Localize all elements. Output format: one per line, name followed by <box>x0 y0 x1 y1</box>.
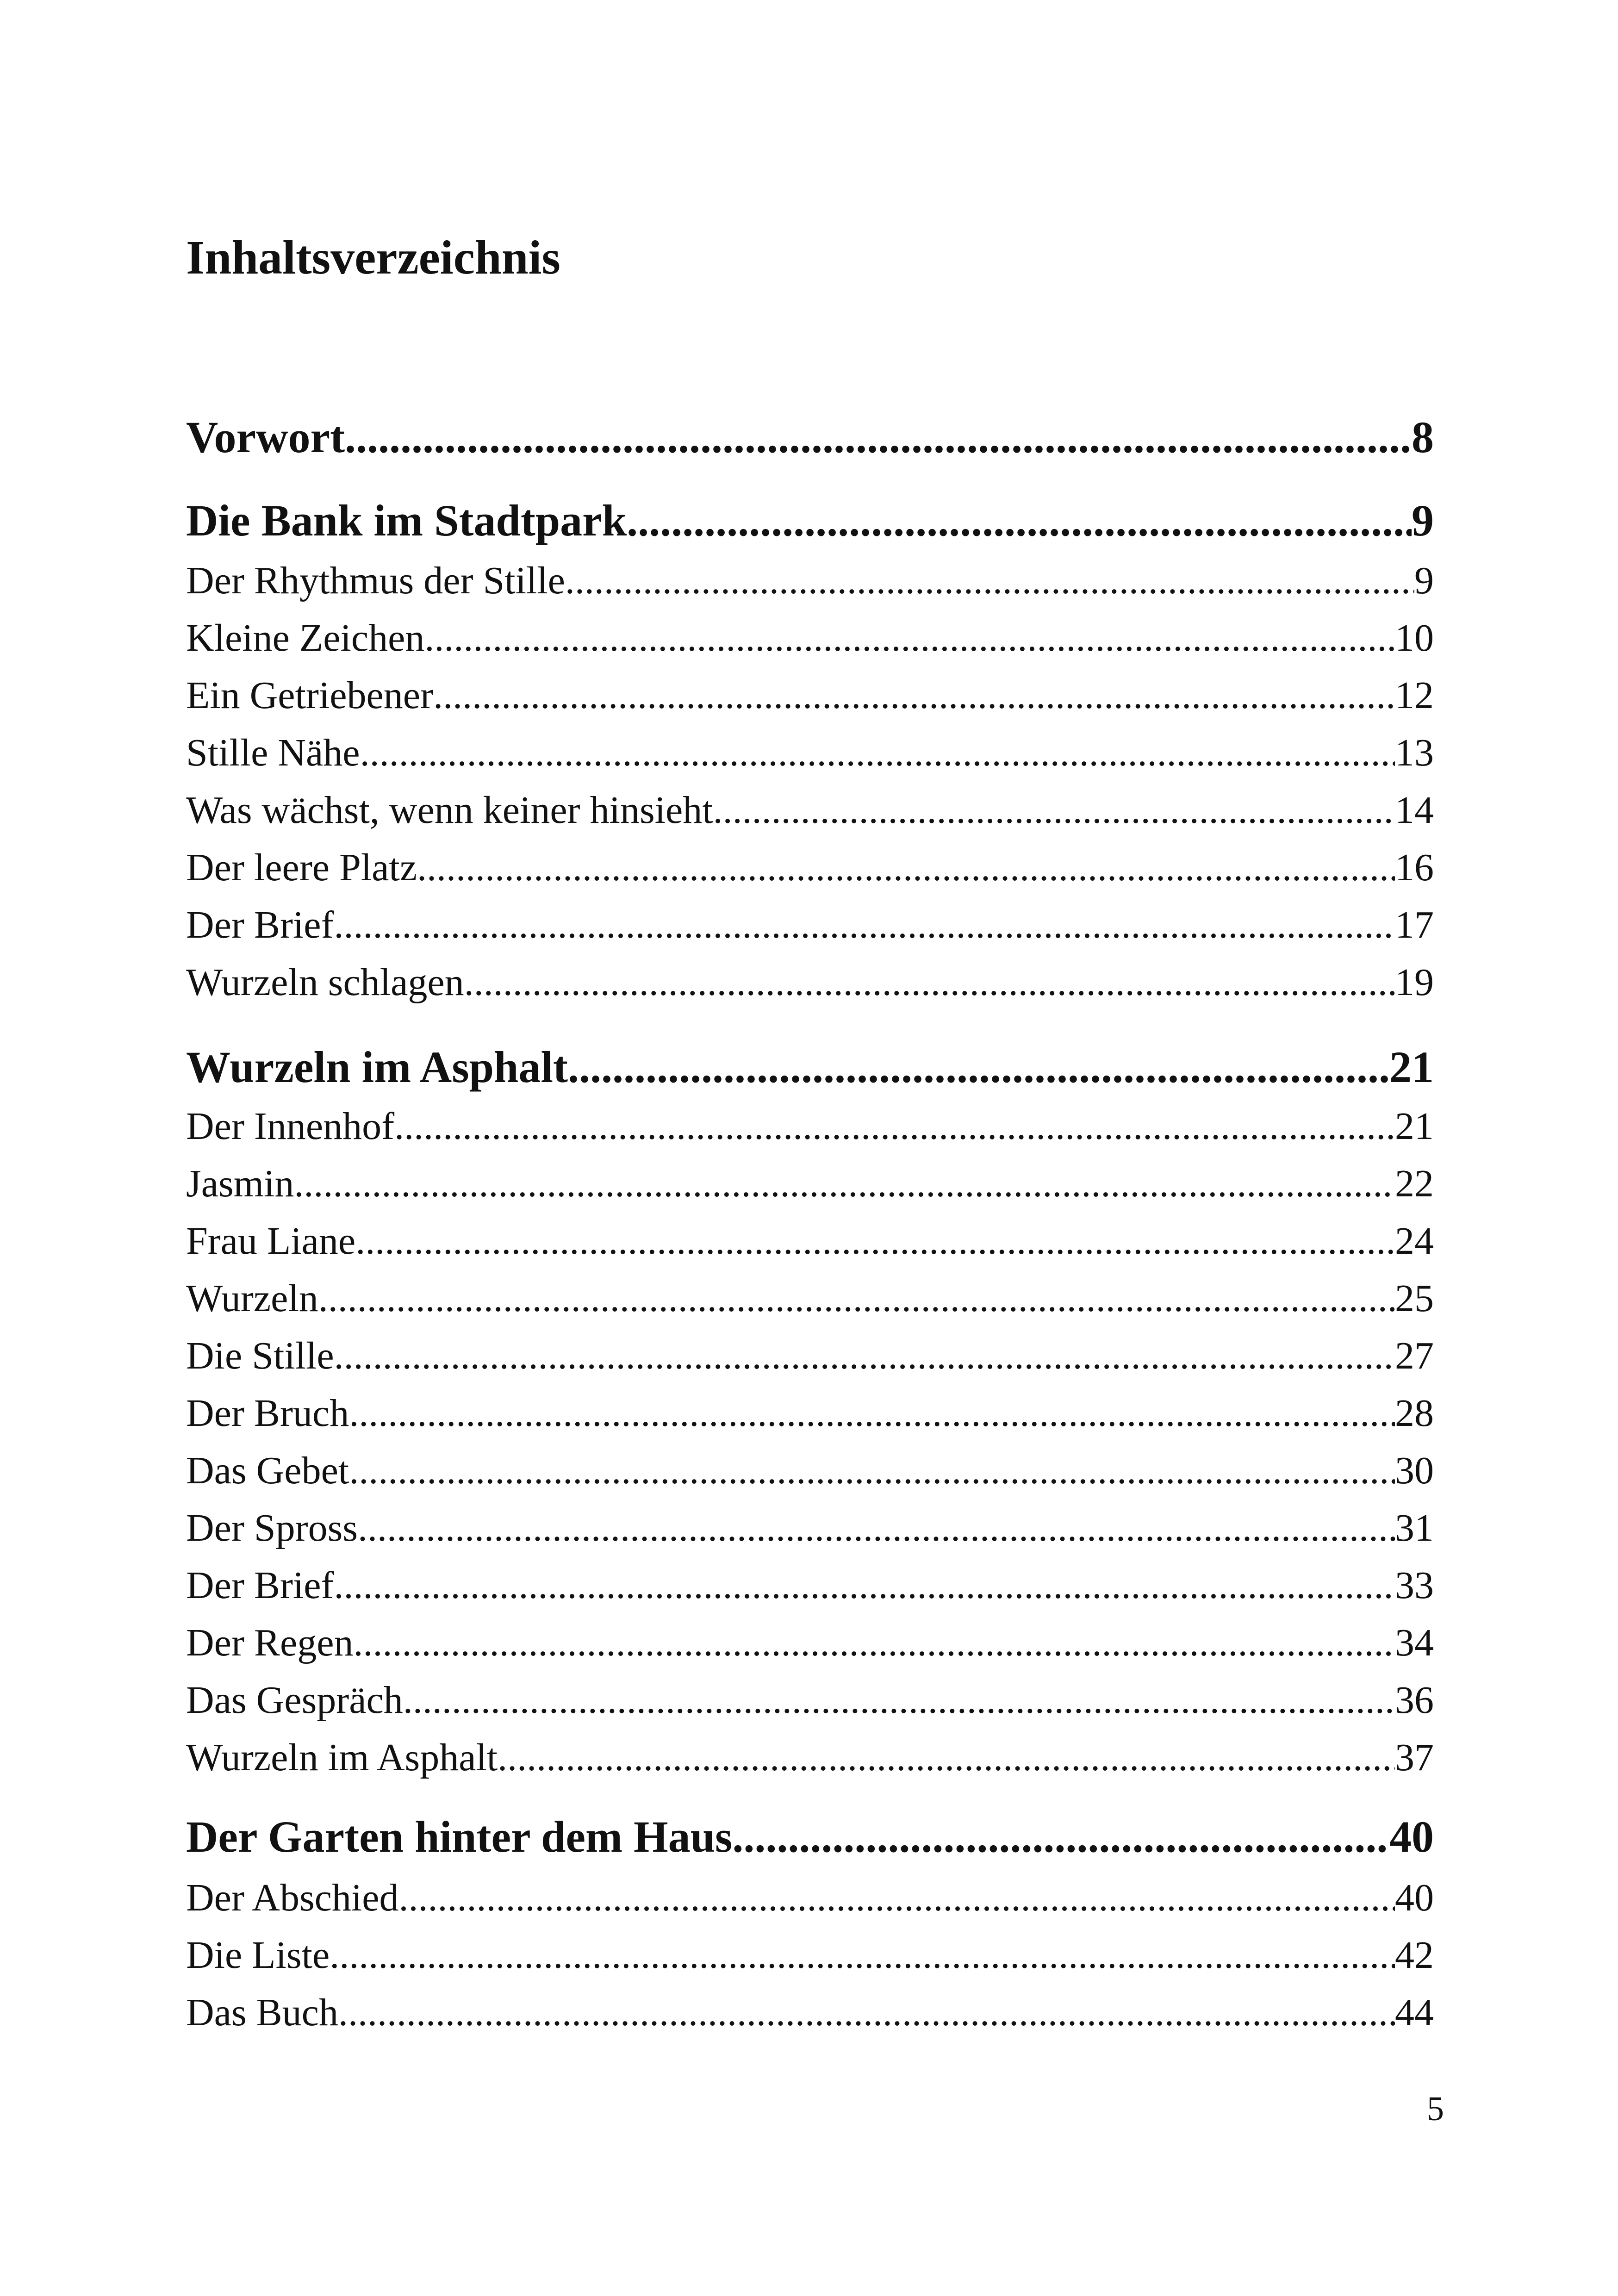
toc-label: Der Brief <box>186 1564 334 1607</box>
toc-entry-row <box>186 728 1434 778</box>
toc-section-row <box>186 410 1434 465</box>
toc-page-number: 21 <box>1395 1105 1434 1148</box>
toc-dot-leader <box>424 614 1395 663</box>
toc-entry-row <box>186 1217 1434 1266</box>
toc-entry-row <box>186 614 1434 663</box>
toc-entry-row <box>186 1618 1434 1668</box>
toc-page-number: 37 <box>1395 1736 1434 1779</box>
toc-label: Das Gebet <box>186 1449 349 1492</box>
toc-section-row <box>186 1809 1434 1865</box>
toc-entry-row <box>186 1873 1434 1923</box>
toc-dot-leader <box>349 1389 1395 1438</box>
toc-page-number: 9 <box>1414 559 1434 602</box>
toc-dot-leader <box>355 1217 1395 1266</box>
toc-entry-row <box>186 1446 1434 1495</box>
toc-page-number: 40 <box>1395 1876 1434 1919</box>
toc-dot-leader <box>334 1332 1395 1381</box>
toc-dot-leader <box>565 556 1414 605</box>
toc-entry-row <box>186 1931 1434 1980</box>
toc-page-number: 42 <box>1395 1934 1434 1977</box>
toc-entry-row <box>186 671 1434 720</box>
toc-page-number: 12 <box>1395 674 1434 717</box>
toc-page-number: 27 <box>1395 1334 1434 1377</box>
toc-dot-leader <box>318 1274 1395 1323</box>
page-title: Inhaltsverzeichnis <box>186 231 560 284</box>
toc-label: Die Liste <box>186 1934 330 1977</box>
toc-dot-leader <box>498 1733 1395 1782</box>
page-number: 5 <box>1427 2090 1444 2128</box>
toc-dot-leader <box>568 1039 1389 1095</box>
toc-dot-leader <box>345 410 1412 465</box>
toc-entry-row <box>186 1561 1434 1610</box>
toc-entry-row <box>186 1389 1434 1438</box>
toc-dot-leader <box>360 728 1395 778</box>
toc-label: Ein Getriebener <box>186 674 434 717</box>
toc-page-number: 17 <box>1395 903 1434 946</box>
toc-page-number: 21 <box>1389 1042 1434 1092</box>
toc-entry-row <box>186 901 1434 950</box>
toc-page-number: 31 <box>1395 1506 1434 1549</box>
toc-page-number: 36 <box>1395 1679 1434 1722</box>
toc-page-number: 16 <box>1395 846 1434 889</box>
toc-entry-row <box>186 1733 1434 1782</box>
toc-page-number: 13 <box>1395 731 1434 774</box>
toc-page-number: 28 <box>1395 1392 1434 1435</box>
toc-label: Wurzeln im Asphalt <box>186 1736 498 1779</box>
toc-entry-row <box>186 556 1434 605</box>
toc-label: Frau Liane <box>186 1220 356 1263</box>
toc-page-number: 10 <box>1395 616 1434 660</box>
toc-dot-leader <box>464 958 1395 1007</box>
toc-entry-row <box>186 1988 1434 2037</box>
toc-dot-leader <box>433 671 1395 720</box>
toc-dot-leader <box>732 1809 1389 1865</box>
toc-entry-row <box>186 1274 1434 1323</box>
toc-dot-leader <box>358 1504 1395 1553</box>
toc-dot-leader <box>294 1159 1395 1208</box>
toc-page-number: 40 <box>1389 1812 1434 1861</box>
toc-label: Der Spross <box>186 1506 358 1549</box>
toc-label: Der Abschied <box>186 1876 399 1919</box>
toc-label: Was wächst, wenn keiner hinsieht <box>186 789 713 832</box>
toc-label: Vorwort <box>186 412 345 462</box>
toc-label: Der Innenhof <box>186 1105 395 1148</box>
toc-label: Die Bank im Stadtpark <box>186 496 627 545</box>
toc-dot-leader <box>354 1618 1395 1668</box>
toc-dot-leader <box>417 843 1395 892</box>
toc-entry-row <box>186 1676 1434 1725</box>
toc-label: Der Regen <box>186 1621 354 1664</box>
toc-page-number: 9 <box>1412 496 1434 545</box>
toc-page-number: 8 <box>1412 412 1434 462</box>
toc-label: Wurzeln schlagen <box>186 961 464 1004</box>
toc-page-number: 22 <box>1395 1162 1434 1205</box>
toc-dot-leader <box>334 1561 1395 1610</box>
toc-page-number: 19 <box>1395 961 1434 1004</box>
toc-label: Kleine Zeichen <box>186 616 425 660</box>
toc-entry-row <box>186 1159 1434 1208</box>
toc-label: Wurzeln im Asphalt <box>186 1042 568 1092</box>
toc-label: Der Brief <box>186 903 334 946</box>
toc-dot-leader <box>627 493 1412 548</box>
toc-label: Der Garten hinter dem Haus <box>186 1812 733 1861</box>
toc-dot-leader <box>349 1446 1395 1495</box>
toc-label: Der Rhythmus der Stille <box>186 559 565 602</box>
toc-label: Der Bruch <box>186 1392 349 1435</box>
toc-section-row <box>186 493 1434 548</box>
toc-section-row <box>186 1039 1434 1095</box>
toc-dot-leader <box>338 1988 1395 2037</box>
toc-label: Wurzeln <box>186 1277 318 1320</box>
toc-dot-leader <box>334 901 1395 950</box>
toc-entry-row <box>186 843 1434 892</box>
toc-dot-leader <box>330 1931 1395 1980</box>
toc-dot-leader <box>399 1873 1395 1923</box>
toc-dot-leader <box>713 786 1395 835</box>
toc-label: Jasmin <box>186 1162 294 1205</box>
toc-page-number: 34 <box>1395 1621 1434 1664</box>
toc-dot-leader <box>403 1676 1395 1725</box>
toc-entry-row <box>186 1102 1434 1151</box>
toc-page-number: 33 <box>1395 1564 1434 1607</box>
toc-page-number: 24 <box>1395 1220 1434 1263</box>
toc-entry-row <box>186 958 1434 1007</box>
toc-page-number: 30 <box>1395 1449 1434 1492</box>
toc-label: Das Buch <box>186 1991 338 2034</box>
toc-entry-row <box>186 1504 1434 1553</box>
toc-page-number: 25 <box>1395 1277 1434 1320</box>
toc-label: Stille Nähe <box>186 731 360 774</box>
toc-label: Das Gespräch <box>186 1679 403 1722</box>
toc-label: Die Stille <box>186 1334 334 1377</box>
toc-page-number: 44 <box>1395 1991 1434 2034</box>
toc-entry-row <box>186 1332 1434 1381</box>
toc-label: Der leere Platz <box>186 846 417 889</box>
toc-dot-leader <box>394 1102 1395 1151</box>
toc-entry-row <box>186 786 1434 835</box>
toc-page-number: 14 <box>1395 789 1434 832</box>
